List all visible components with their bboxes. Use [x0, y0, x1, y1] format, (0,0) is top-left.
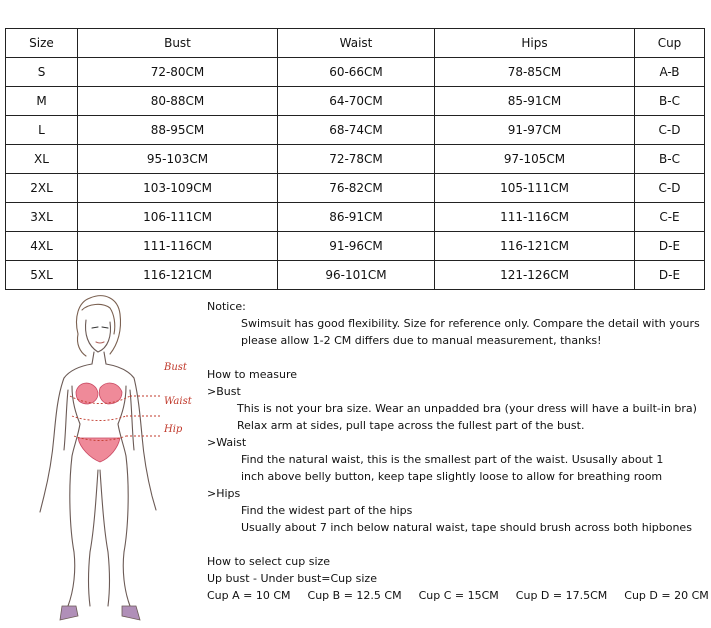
size-chart-table: [5, 28, 705, 290]
cell-waist: 72-78CM: [278, 145, 435, 174]
notice-line-2: please allow 1-2 CM differs due to manual measurement, thanks!: [241, 334, 602, 347]
cell-bust: 106-111CM: [78, 203, 278, 232]
bust-line-1: This is not your bra size. Wear an unpadded bra (your dress will have a built-in bra): [237, 402, 697, 415]
cell-size: L: [6, 116, 78, 145]
cell-cup: A-B: [635, 58, 705, 87]
notice-title: Notice:: [207, 300, 246, 313]
cell-size: M: [6, 87, 78, 116]
cell-waist: 64-70CM: [278, 87, 435, 116]
bust-line-2: Relax arm at sides, pull tape across the fullest part of the bust.: [237, 419, 585, 432]
measure-title: How to measure: [207, 368, 298, 381]
cell-bust: 88-95CM: [78, 116, 278, 145]
header-hips: Hips: [435, 29, 635, 58]
cell-size: 3XL: [6, 203, 78, 232]
label-waist: Waist: [164, 396, 192, 407]
cell-waist: 91-96CM: [278, 232, 435, 261]
header-cup: Cup: [635, 29, 705, 58]
header-waist: Waist: [278, 29, 435, 58]
cell-cup: D-E: [635, 232, 705, 261]
cell-waist: 76-82CM: [278, 174, 435, 203]
cell-bust: 72-80CM: [78, 58, 278, 87]
cell-hips: 85-91CM: [435, 87, 635, 116]
cell-bust: 111-116CM: [78, 232, 278, 261]
cell-hips: 111-116CM: [435, 203, 635, 232]
waist-line-1: Find the natural waist, this is the smallest part of the waist. Ususally about 1: [241, 453, 664, 466]
cell-hips: 97-105CM: [435, 145, 635, 174]
cell-bust: 95-103CM: [78, 145, 278, 174]
table-row: [6, 174, 705, 203]
cup-title: How to select cup size: [207, 555, 331, 568]
cup-formula: Up bust - Under bust=Cup size: [207, 572, 377, 585]
header-size: Size: [6, 29, 78, 58]
cell-size: XL: [6, 145, 78, 174]
hips-heading: >Hips: [207, 487, 241, 500]
cell-hips: 105-111CM: [435, 174, 635, 203]
table-row: [6, 203, 705, 232]
cup-a: Cup A = 10 CM: [207, 589, 291, 602]
cell-waist: 68-74CM: [278, 116, 435, 145]
table-row: [6, 232, 705, 261]
waist-heading: >Waist: [207, 436, 247, 449]
label-bust: Bust: [164, 362, 187, 373]
waist-line-2: inch above belly button, keep tape slightly loose to allow for breathing room: [241, 470, 663, 483]
cell-hips: 121-126CM: [435, 261, 635, 290]
cup-sizes-row: [207, 587, 707, 604]
cell-hips: 78-85CM: [435, 58, 635, 87]
cell-hips: 116-121CM: [435, 232, 635, 261]
cell-size: 4XL: [6, 232, 78, 261]
cell-bust: 116-121CM: [78, 261, 278, 290]
cell-hips: 91-97CM: [435, 116, 635, 145]
cup-d-2: Cup D = 20 CM: [624, 589, 709, 602]
header-bust: Bust: [78, 29, 278, 58]
cell-cup: B-C: [635, 87, 705, 116]
cup-d: Cup D = 17.5CM: [515, 589, 608, 602]
cell-cup: D-E: [635, 261, 705, 290]
table-row: [6, 261, 705, 290]
cup-c: Cup C = 15CM: [418, 589, 499, 602]
table-header-row: [6, 29, 705, 58]
cell-size: 2XL: [6, 174, 78, 203]
cell-waist: 60-66CM: [278, 58, 435, 87]
table-row: [6, 58, 705, 87]
notice-line-1: Swimsuit has good flexibility. Size for reference only. Compare the detail with yours: [241, 317, 700, 330]
instructions-panel: [207, 298, 707, 604]
cell-bust: 80-88CM: [78, 87, 278, 116]
cell-size: 5XL: [6, 261, 78, 290]
cell-waist: 86-91CM: [278, 203, 435, 232]
hips-line-1: Find the widest part of the hips: [241, 504, 413, 517]
cell-cup: C-E: [635, 203, 705, 232]
cell-cup: C-D: [635, 116, 705, 145]
cup-b: Cup B = 12.5 CM: [307, 589, 402, 602]
cell-cup: B-C: [635, 145, 705, 174]
table-row: [6, 116, 705, 145]
bust-heading: >Bust: [207, 385, 241, 398]
hips-line-2: Usually about 7 inch below natural waist, tape should brush across both hipbones: [241, 521, 692, 534]
table-row: [6, 87, 705, 116]
body-measurement-illustration: [18, 290, 203, 626]
cell-cup: C-D: [635, 174, 705, 203]
cell-size: S: [6, 58, 78, 87]
table-row: [6, 145, 705, 174]
cell-waist: 96-101CM: [278, 261, 435, 290]
cell-bust: 103-109CM: [78, 174, 278, 203]
label-hip: Hip: [164, 424, 183, 435]
